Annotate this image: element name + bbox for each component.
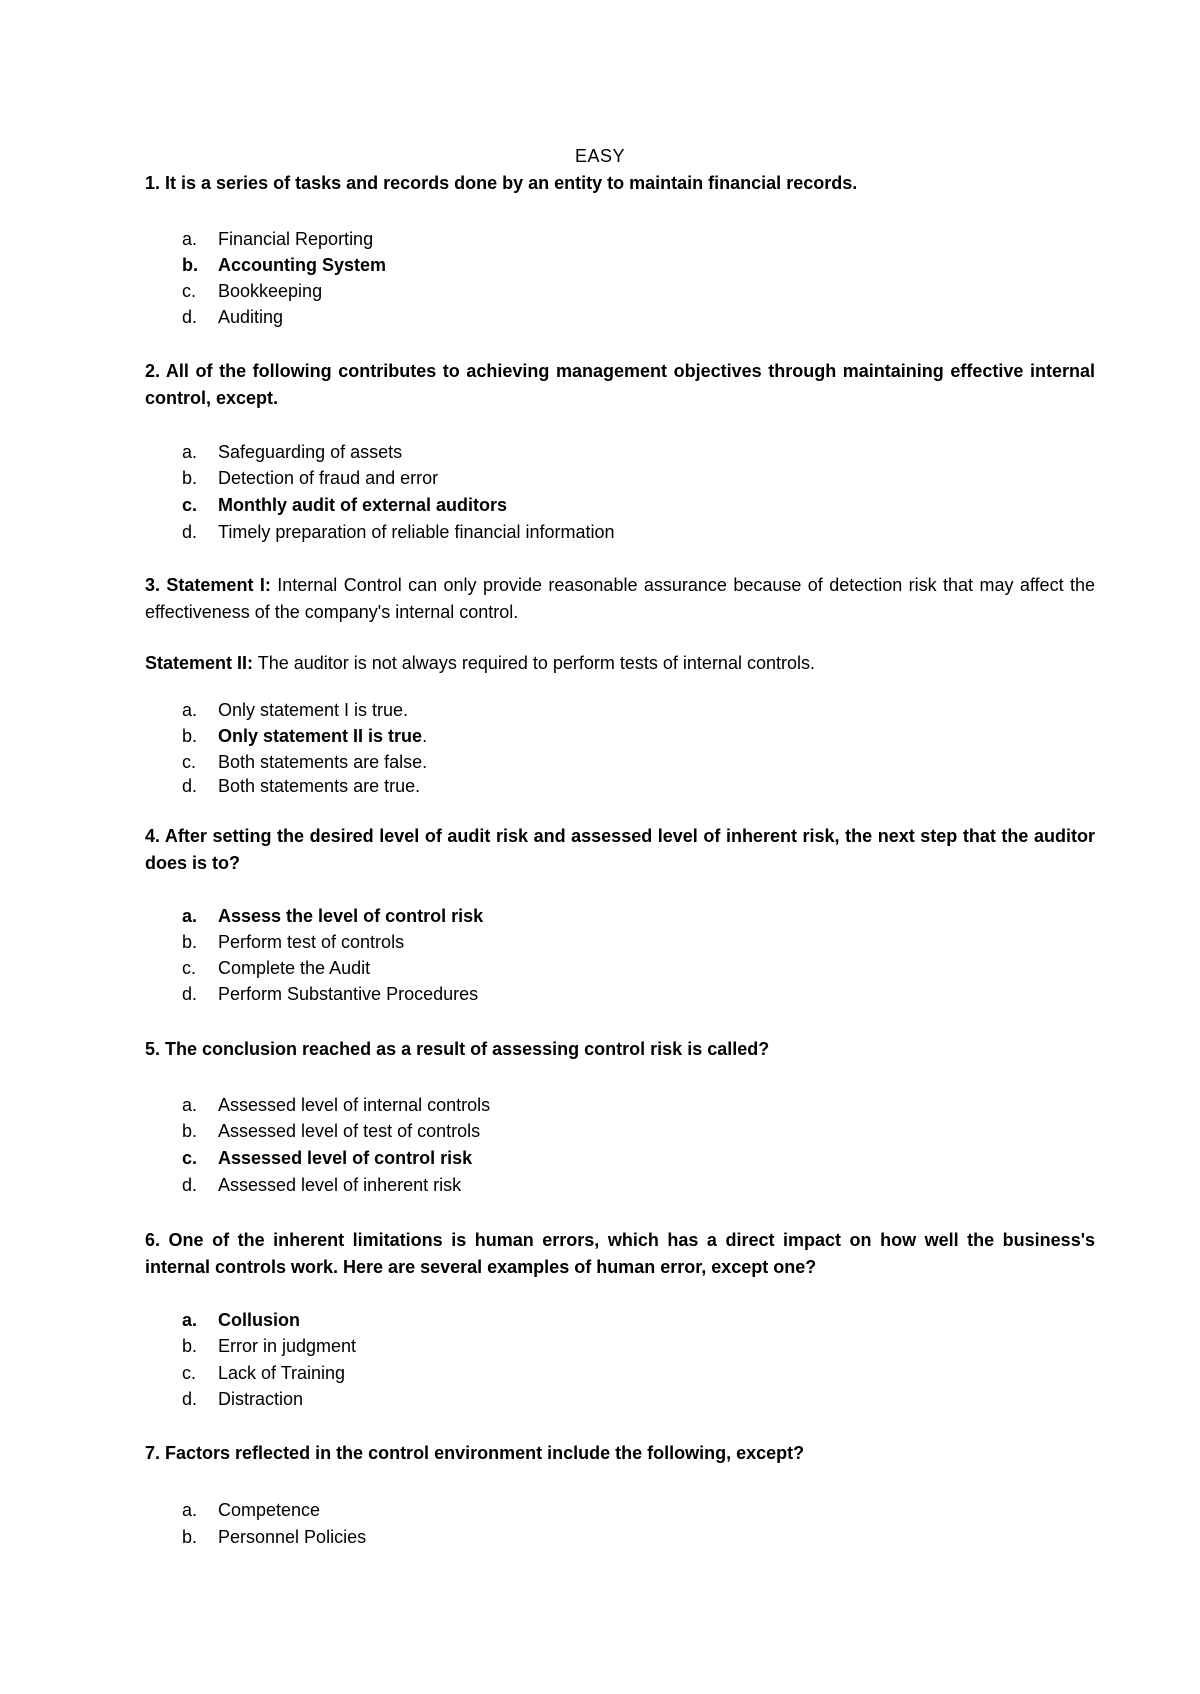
page-title: EASY [574,146,626,166]
question-4-option-c [182,957,1082,979]
question-1-option-c [182,280,1082,302]
option-text: Collusion [218,1310,300,1330]
question-1: 1. It is a series of tasks and records done by an entity to maintain financial records. [145,173,858,193]
option-text: Assessed level of test of controls [218,1121,481,1141]
option-letter: b. [182,932,198,952]
statement-1-text: Internal Control can only provide reasonable assurance because of detection risk that may affect the effectiveness of the company's internal control. [145,575,1095,622]
option-text: Competence [218,1500,321,1520]
question-1-option-a [182,228,1082,250]
question-2-option-c [182,494,1082,516]
question-3-statement-2 [145,650,1095,677]
option-letter: b. [182,1336,198,1356]
question-4-option-b [182,931,1082,953]
option-text: Assessed level of inherent risk [218,1175,462,1195]
option-text: Perform Substantive Procedures [218,984,479,1004]
question-2-option-a [182,441,1082,463]
question-3-option-b [182,725,1082,747]
option-text: Both statements are true. [218,776,421,796]
option-text: Only statement II is true [218,726,423,746]
option-text: Assess the level of control risk [218,906,484,926]
option-text: Distraction [218,1389,304,1409]
option-letter: b. [182,726,198,746]
question-6-option-c [182,1362,1082,1384]
option-letter: c. [182,958,197,978]
question-4: 4. After setting the desired level of audit risk and assessed level of inherent risk, the next step that the auditor does is to? [145,826,1095,873]
question-1-option-d [182,306,1082,328]
question-3-option-d [182,775,1082,797]
option-text: Bookkeeping [218,281,323,301]
option-letter: a. [182,442,198,462]
option-text: Perform test of controls [218,932,405,952]
option-letter: c. [182,752,197,772]
question-6-option-a [182,1309,1082,1331]
option-letter: b. [182,1527,198,1547]
option-text: Safeguarding of assets [218,442,403,462]
statement-1-label: 3. Statement I: [145,575,271,595]
option-letter: c. [182,495,198,515]
option-suffix: . [422,726,428,746]
option-text: Detection of fraud and error [218,468,439,488]
option-letter: a. [182,1310,198,1330]
statement-2-text: The auditor is not always required to perform tests of internal controls. [257,653,815,673]
option-text: Error in judgment [218,1336,357,1356]
question-7-option-b [182,1526,1082,1548]
question-5-option-a [182,1094,1082,1116]
question-6: 6. One of the inherent limitations is human errors, which has a direct impact on how well the business's internal controls work. Here are several examples of human error, except one? [145,1230,1095,1277]
option-text: Monthly audit of external auditors [218,495,508,515]
statement-2-label: Statement II: [145,653,254,673]
question-3-option-a [182,699,1082,721]
option-text: Accounting System [218,255,387,275]
option-letter: b. [182,468,198,488]
option-text: Complete the Audit [218,958,371,978]
option-text: Timely preparation of reliable financial information [218,522,615,542]
question-6-option-d [182,1388,1082,1410]
option-letter: b. [182,1121,198,1141]
option-text: Assessed level of control risk [218,1148,473,1168]
option-text: Both statements are false. [218,752,428,772]
question-5: 5. The conclusion reached as a result of assessing control risk is called? [145,1039,770,1059]
question-2: 2. All of the following contributes to achieving management objectives through maintaining effective internal control, except. [145,361,1095,408]
option-letter: c. [182,281,197,301]
option-text: Personnel Policies [218,1527,367,1547]
option-letter: d. [182,522,198,542]
option-text: Auditing [218,307,284,327]
option-letter: a. [182,229,198,249]
option-letter: c. [182,1148,198,1168]
question-1-option-b [182,254,1082,276]
option-text: Only statement I is true. [218,700,409,720]
option-letter: a. [182,906,198,926]
option-letter: a. [182,1095,198,1115]
option-letter: d. [182,1389,198,1409]
question-2-option-d [182,521,1082,543]
question-5-option-d [182,1174,1082,1196]
option-letter: a. [182,700,198,720]
option-letter: d. [182,984,198,1004]
question-5-option-c [182,1147,1082,1169]
option-letter: d. [182,776,198,796]
option-letter: d. [182,307,198,327]
option-text: Lack of Training [218,1363,346,1383]
question-7-option-a [182,1499,1082,1521]
option-text: Assessed level of internal controls [218,1095,491,1115]
question-6-option-b [182,1335,1082,1357]
question-4-option-a [182,905,1082,927]
question-4-option-d [182,983,1082,1005]
question-5-option-b [182,1120,1082,1142]
option-letter: d. [182,1175,198,1195]
option-letter: a. [182,1500,198,1520]
option-letter: b. [182,255,198,275]
question-3-option-c [182,751,1082,773]
question-2-option-b [182,467,1082,489]
option-letter: c. [182,1363,197,1383]
option-text: Financial Reporting [218,229,374,249]
question-7: 7. Factors reflected in the control environment include the following, except? [145,1443,805,1463]
question-3-statement-1 [145,572,1095,626]
